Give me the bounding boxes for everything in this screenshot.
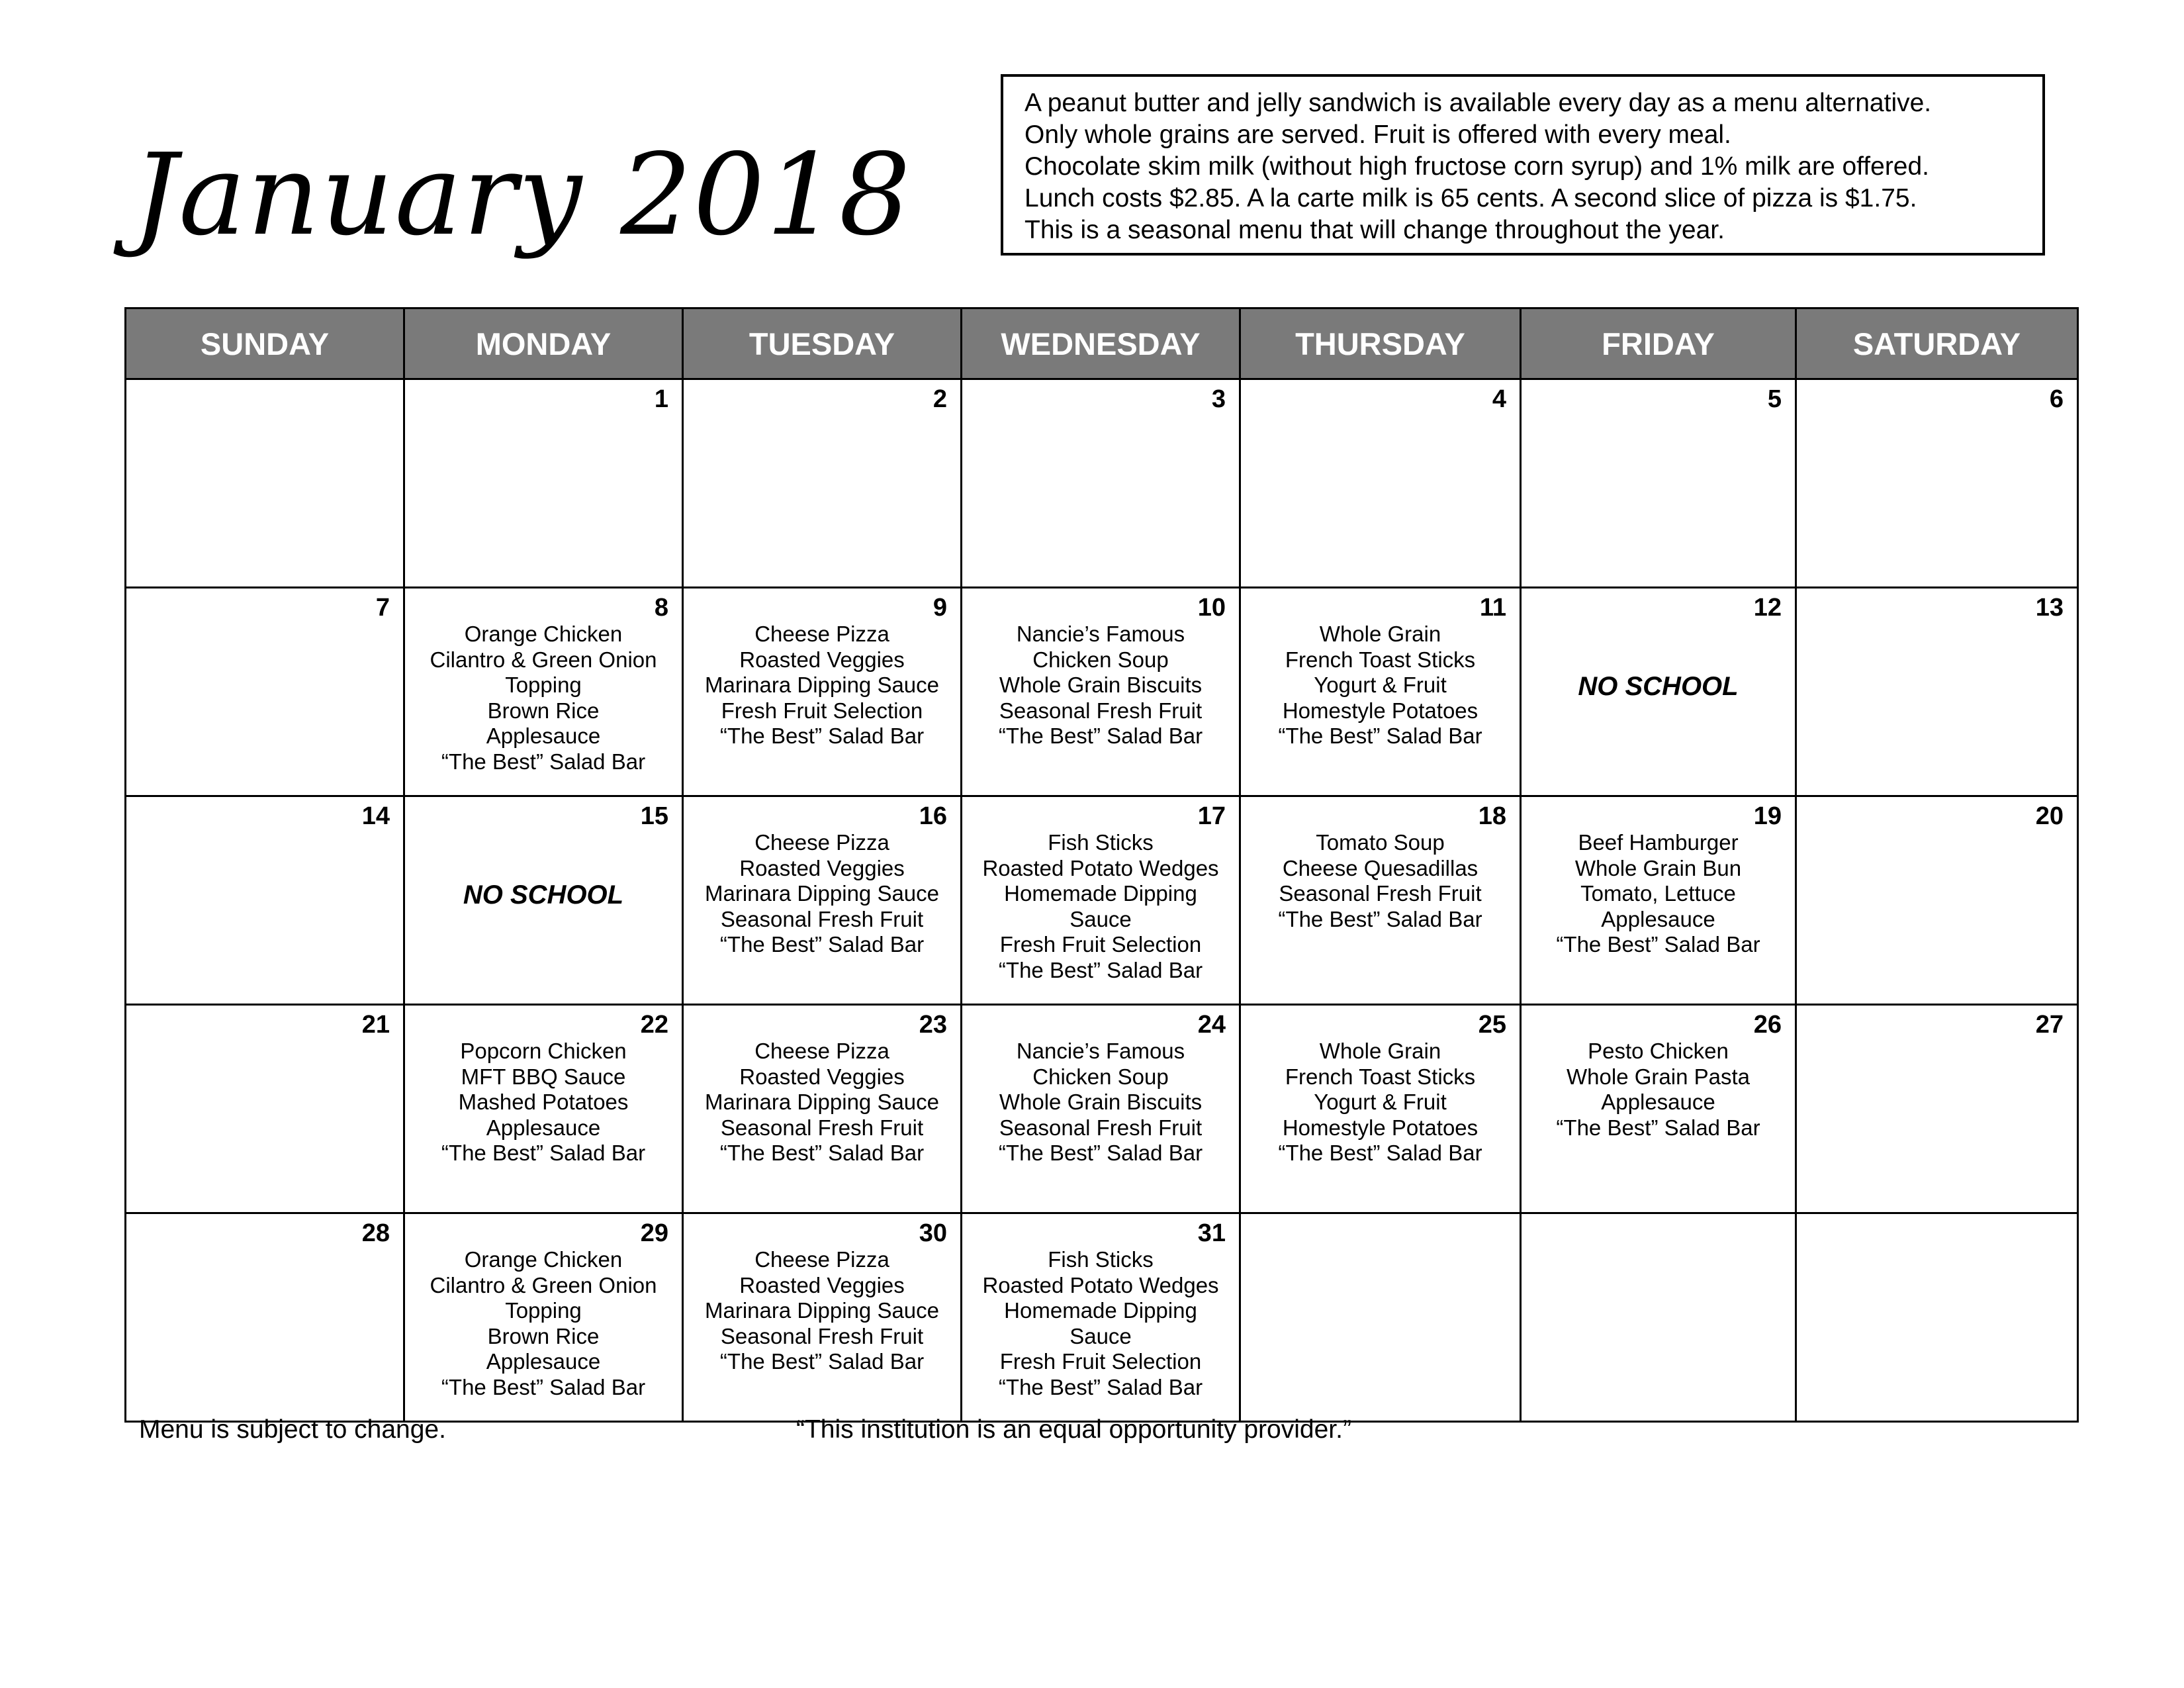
day-number: 2 bbox=[933, 385, 947, 413]
day-number: 28 bbox=[361, 1219, 390, 1247]
day-number: 13 bbox=[2035, 594, 2064, 622]
calendar-day-cell bbox=[1240, 379, 1521, 588]
calendar-day-cell bbox=[404, 1005, 683, 1213]
menu-item: Seasonal Fresh Fruit bbox=[1279, 881, 1482, 906]
day-number: 15 bbox=[640, 802, 668, 830]
menu-item: Seasonal Fresh Fruit bbox=[720, 1323, 924, 1348]
menu-item: Roasted Potato Wedges bbox=[982, 855, 1219, 880]
calendar-day-cell bbox=[683, 379, 962, 588]
menu-item: Sauce bbox=[1069, 1323, 1132, 1348]
menu-item: Marinara Dipping Sauce bbox=[704, 1090, 940, 1114]
calendar-day-cell bbox=[1796, 379, 2078, 588]
calendar-day-cell bbox=[962, 796, 1240, 1005]
calendar-day-cell bbox=[1521, 1005, 1796, 1213]
weekday-header-tuesday: TUESDAY bbox=[683, 308, 962, 379]
menu-item: “The Best” Salad Bar bbox=[1556, 1115, 1760, 1140]
calendar-day-cell bbox=[1521, 796, 1796, 1005]
menu-calendar bbox=[124, 307, 2079, 1423]
menu-item: Chicken Soup bbox=[1032, 1064, 1169, 1089]
menu-item: “The Best” Salad Bar bbox=[1278, 724, 1482, 748]
menu-item: Mashed Potatoes bbox=[458, 1090, 629, 1114]
menu-item: “The Best” Salad Bar bbox=[1278, 1141, 1482, 1165]
menu-item: Fresh Fruit Selection bbox=[999, 1349, 1202, 1374]
calendar-day-cell bbox=[962, 379, 1240, 588]
menu-item: “The Best” Salad Bar bbox=[998, 724, 1203, 748]
menu-item: Roasted Veggies bbox=[739, 855, 905, 880]
menu-item: Pesto Chicken bbox=[1588, 1039, 1729, 1063]
calendar-day-cell bbox=[1796, 1005, 2078, 1213]
day-number: 31 bbox=[1197, 1219, 1226, 1247]
day-number bbox=[126, 380, 403, 413]
calendar-day-cell bbox=[1240, 796, 1521, 1005]
menu-item: Brown Rice bbox=[487, 698, 600, 723]
menu-item: Orange Chicken bbox=[464, 1247, 623, 1272]
menu-item: “The Best” Salad Bar bbox=[719, 932, 925, 957]
menu-item: Nancie’s Famous bbox=[1016, 622, 1185, 646]
menu-item: Cilantro & Green Onion bbox=[430, 647, 657, 672]
day-number bbox=[1241, 1214, 1520, 1247]
weekday-header-monday: MONDAY bbox=[404, 308, 683, 379]
calendar-day-cell bbox=[404, 588, 683, 796]
calendar-week-row bbox=[126, 796, 2078, 1005]
calendar-week-row bbox=[126, 379, 2078, 588]
menu-item: “The Best” Salad Bar bbox=[998, 957, 1203, 982]
calendar-day-cell bbox=[126, 379, 404, 588]
calendar-day-cell bbox=[962, 1005, 1240, 1213]
menu-item: Cilantro & Green Onion bbox=[430, 1272, 657, 1297]
menu-item: “The Best” Salad Bar bbox=[998, 1141, 1203, 1165]
day-number: 23 bbox=[919, 1011, 947, 1039]
menu-item: Homestyle Potatoes bbox=[1282, 1115, 1479, 1140]
menu-item: Popcorn Chicken bbox=[460, 1039, 627, 1063]
menu-item: “The Best” Salad Bar bbox=[441, 1374, 646, 1399]
day-number: 30 bbox=[919, 1219, 947, 1247]
footer-disclaimer: Menu is subject to change. bbox=[139, 1415, 446, 1444]
menu-item: Marinara Dipping Sauce bbox=[704, 673, 940, 697]
day-number: 10 bbox=[1197, 594, 1226, 622]
no-school-label: NO SCHOOL bbox=[463, 880, 624, 910]
menu-item: “The Best” Salad Bar bbox=[441, 1141, 646, 1165]
calendar-day-cell bbox=[1240, 1005, 1521, 1213]
weekday-header-saturday: SATURDAY bbox=[1796, 308, 2078, 379]
menu-item: Yogurt & Fruit bbox=[1314, 1090, 1447, 1114]
calendar-day-cell bbox=[683, 1213, 962, 1422]
menu-item: Roasted Veggies bbox=[739, 1064, 905, 1089]
menu-item: Applesauce bbox=[1601, 1090, 1715, 1114]
calendar-day-cell bbox=[962, 588, 1240, 796]
menu-item: Orange Chicken bbox=[464, 622, 623, 646]
calendar-day-cell bbox=[1521, 1213, 1796, 1422]
calendar-week-row bbox=[126, 588, 2078, 796]
menu-item: Topping bbox=[505, 1298, 582, 1323]
menu-item: Cheese Pizza bbox=[754, 1039, 889, 1063]
menu-item: Tomato Soup bbox=[1316, 830, 1445, 855]
calendar-week-row bbox=[126, 1005, 2078, 1213]
calendar-day-cell bbox=[404, 796, 683, 1005]
day-number: 20 bbox=[2035, 802, 2064, 830]
day-number: 24 bbox=[1197, 1011, 1226, 1039]
menu-item: Marinara Dipping Sauce bbox=[704, 881, 940, 906]
menu-item: “The Best” Salad Bar bbox=[1278, 906, 1482, 931]
menu-item: MFT BBQ Sauce bbox=[461, 1064, 626, 1089]
menu-note: Lunch costs $2.85. A la carte milk is 65 cents. A second slice of pizza is $1.75. bbox=[1024, 184, 1917, 212]
calendar-day-cell bbox=[404, 1213, 683, 1422]
footer-equal-opportunity: “This institution is an equal opportunity provider.” bbox=[796, 1415, 1351, 1444]
menu-item: Sauce bbox=[1069, 906, 1132, 931]
menu-item: Fresh Fruit Selection bbox=[999, 932, 1202, 957]
menu-item: Applesauce bbox=[486, 724, 601, 748]
menu-note: Only whole grains are served. Fruit is offered with every meal. bbox=[1024, 120, 1731, 149]
menu-item: Homemade Dipping bbox=[1004, 1298, 1197, 1323]
menu-item: Topping bbox=[505, 673, 582, 697]
day-number: 5 bbox=[1767, 385, 1782, 413]
calendar-day-cell bbox=[1240, 588, 1521, 796]
no-school-label: NO SCHOOL bbox=[1578, 672, 1739, 701]
menu-item: Whole Grain Bun bbox=[1574, 855, 1742, 880]
day-number: 1 bbox=[654, 385, 668, 413]
menu-item: Seasonal Fresh Fruit bbox=[999, 698, 1203, 723]
menu-item: Whole Grain Pasta bbox=[1567, 1064, 1750, 1089]
menu-item: Chicken Soup bbox=[1032, 647, 1169, 672]
day-number: 8 bbox=[654, 594, 668, 622]
day-number: 18 bbox=[1478, 802, 1506, 830]
calendar-day-cell bbox=[1796, 588, 2078, 796]
calendar-week-row bbox=[126, 1213, 2078, 1422]
menu-item: French Toast Sticks bbox=[1285, 647, 1476, 672]
menu-item: “The Best” Salad Bar bbox=[719, 724, 925, 748]
menu-item: “The Best” Salad Bar bbox=[1556, 932, 1760, 957]
menu-note: A peanut butter and jelly sandwich is available every day as a menu alternative. bbox=[1024, 89, 1932, 117]
day-number: 25 bbox=[1478, 1011, 1506, 1039]
calendar-day-cell bbox=[1240, 1213, 1521, 1422]
day-number: 16 bbox=[919, 802, 947, 830]
day-number: 7 bbox=[375, 594, 390, 622]
menu-item: Marinara Dipping Sauce bbox=[704, 1298, 940, 1323]
day-number: 17 bbox=[1197, 802, 1226, 830]
calendar-day-cell bbox=[1521, 588, 1796, 796]
day-number bbox=[1522, 1214, 1795, 1247]
menu-item: French Toast Sticks bbox=[1285, 1064, 1476, 1089]
menu-item: Whole Grain bbox=[1319, 1039, 1441, 1063]
menu-note: This is a seasonal menu that will change throughout the year. bbox=[1024, 216, 1725, 244]
menu-item: Roasted Veggies bbox=[739, 647, 905, 672]
weekday-header-row bbox=[126, 308, 2078, 379]
menu-item: Whole Grain Biscuits bbox=[999, 1090, 1203, 1114]
menu-item: Cheese Pizza bbox=[754, 622, 889, 646]
menu-item: Whole Grain bbox=[1319, 622, 1441, 646]
menu-item: Nancie’s Famous bbox=[1016, 1039, 1185, 1063]
calendar-day-cell bbox=[126, 1005, 404, 1213]
day-number: 12 bbox=[1753, 594, 1782, 622]
menu-item: Applesauce bbox=[1601, 906, 1715, 931]
menu-item: Homestyle Potatoes bbox=[1282, 698, 1479, 723]
menu-item: Whole Grain Biscuits bbox=[999, 673, 1203, 697]
menu-item: Roasted Potato Wedges bbox=[982, 1272, 1219, 1297]
weekday-header-sunday: SUNDAY bbox=[126, 308, 404, 379]
menu-item: Yogurt & Fruit bbox=[1314, 673, 1447, 697]
menu-item: Tomato, Lettuce bbox=[1580, 881, 1736, 906]
menu-item: Cheese Pizza bbox=[754, 1247, 889, 1272]
weekday-header-thursday: THURSDAY bbox=[1240, 308, 1521, 379]
menu-item: Beef Hamburger bbox=[1578, 830, 1739, 855]
menu-item: Cheese Quesadillas bbox=[1282, 855, 1479, 880]
day-number: 3 bbox=[1211, 385, 1226, 413]
day-number: 11 bbox=[1479, 594, 1506, 622]
day-number: 21 bbox=[361, 1011, 390, 1039]
calendar-body bbox=[126, 379, 2078, 1422]
day-number: 22 bbox=[640, 1011, 668, 1039]
day-number: 4 bbox=[1492, 385, 1506, 413]
day-number: 19 bbox=[1753, 802, 1782, 830]
menu-item: Applesauce bbox=[486, 1115, 601, 1140]
calendar-day-cell bbox=[126, 1213, 404, 1422]
calendar-day-cell bbox=[683, 796, 962, 1005]
menu-item: Seasonal Fresh Fruit bbox=[999, 1115, 1203, 1140]
day-number: 6 bbox=[2049, 385, 2064, 413]
menu-item: “The Best” Salad Bar bbox=[441, 749, 646, 774]
menu-item: Fish Sticks bbox=[1048, 830, 1154, 855]
menu-item: Brown Rice bbox=[487, 1323, 600, 1348]
menu-note: Chocolate skim milk (without high fructose corn syrup) and 1% milk are offered. bbox=[1024, 152, 1930, 181]
day-number: 27 bbox=[2035, 1011, 2064, 1039]
weekday-header-friday: FRIDAY bbox=[1521, 308, 1796, 379]
page-title: January 2018 bbox=[132, 130, 912, 261]
menu-item: Roasted Veggies bbox=[739, 1272, 905, 1297]
menu-item: “The Best” Salad Bar bbox=[998, 1374, 1203, 1399]
menu-item: Applesauce bbox=[486, 1349, 601, 1374]
menu-item: Seasonal Fresh Fruit bbox=[720, 906, 924, 931]
menu-item: “The Best” Salad Bar bbox=[719, 1349, 925, 1374]
calendar-day-cell bbox=[683, 588, 962, 796]
calendar-day-cell bbox=[1796, 796, 2078, 1005]
calendar-day-cell bbox=[962, 1213, 1240, 1422]
menu-item: Fish Sticks bbox=[1048, 1247, 1154, 1272]
menu-item: Seasonal Fresh Fruit bbox=[720, 1115, 924, 1140]
day-number: 14 bbox=[361, 802, 390, 830]
day-number: 29 bbox=[640, 1219, 668, 1247]
calendar-day-cell bbox=[1796, 1213, 2078, 1422]
menu-item: Homemade Dipping bbox=[1004, 881, 1197, 906]
weekday-header-wednesday: WEDNESDAY bbox=[962, 308, 1240, 379]
day-number bbox=[1797, 1214, 2077, 1247]
calendar-day-cell bbox=[683, 1005, 962, 1213]
calendar-day-cell bbox=[404, 379, 683, 588]
menu-item: Cheese Pizza bbox=[754, 830, 889, 855]
menu-item: “The Best” Salad Bar bbox=[719, 1141, 925, 1165]
calendar-day-cell bbox=[126, 588, 404, 796]
day-number: 9 bbox=[933, 594, 947, 622]
menu-notes-box bbox=[1001, 74, 2045, 256]
menu-item: Fresh Fruit Selection bbox=[721, 698, 923, 723]
day-number: 26 bbox=[1753, 1011, 1782, 1039]
calendar-day-cell bbox=[126, 796, 404, 1005]
calendar-day-cell bbox=[1521, 379, 1796, 588]
